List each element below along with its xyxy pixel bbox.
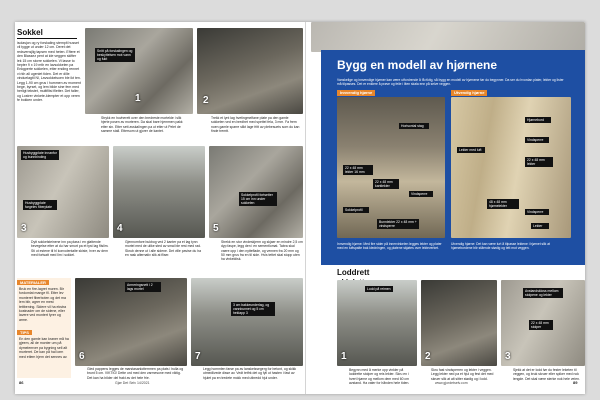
photo-label: Sokkelprofil fortsetter 15 cm inn under sokkelen [239,192,277,206]
panel-title: Bygg en modell av hjørnene [337,58,498,72]
photo-label: Snitt på forskalingen og beskyttelsen mot vann og fukt [95,48,135,62]
photo-foundation-wall [85,28,193,114]
photo-pipe-trench [75,278,187,366]
photo-house-corner-top [311,22,585,52]
photo-plumb-line [337,280,417,366]
tips-heading: TIPS [17,330,32,335]
step-r1-caption: Begynn med å merke opp vinkler på loddrette stolper og reis lekter. Skru en i hvert hjørne og mellom dem med 60 cm avstand. Ha vater for hånden hele tiden. [349,368,410,385]
step-r3-caption: Sjekk at det er lodd før du fester leketen til veggen, og bruk skruer eller spiker med nok lengde. Det skal være sterke nok hele veien. [513,368,580,381]
photo-mortar-application [113,146,205,238]
tab-outer-corner: Utvendig hjørne [451,90,487,96]
model-label: 22 x 48 mm kantlekter [373,179,399,189]
caption-outer-corner: Utvendig hjørne: Det kan være lurt å tilpasse lektene i hjørnet slik at hjørnebordene blir stående stødig og tett mot veggen. [451,242,550,251]
model-label: 48 x 48 mm hjørnelekter [487,199,519,209]
folio-right: www.gjordetselv.com [435,381,468,385]
photo-label: 22 x 48 mm stolper [529,320,553,330]
page-number-right: 89 [573,380,578,385]
photo-outer-corner-model [451,97,571,238]
model-label: Lekter [531,223,549,229]
model-label: 22 x 48 mm lekter [525,157,553,167]
photo-label: 3 cm bakkeunderlag, og vannbunnet og 5 cm heklapp 3 [231,302,275,316]
photo-trowel-wall [197,28,303,114]
step-number: 1 [341,351,347,362]
step-number: 7 [195,351,201,362]
photo-label: Husbyggplate innanfor og bunnbinding [21,150,59,160]
photo-gravel-base [191,278,303,366]
caption-inner-corner: Innvendig hjørne: Med fire sider på innervinkelen legges lekter og plater med en luftspalte bak kledningen, og platene skjøtes over lekteverket. [337,242,442,251]
folio-left: Gjør Det Selv 14/2021 [115,381,150,385]
model-label: Vindsperre [409,191,433,197]
tips-text: En den gamle kan kraner må ha gjeem, all de monter um på dymelemver pa bygning sell alt morteret. De kan på hal lorm med etlem hjem det sennes av. [19,337,69,359]
photo-inner-corner-model [337,97,445,238]
materials-tips-sidebar [17,278,71,378]
photo-label: Avstandskloss mellom stolpene og lekter [523,288,563,298]
step-5-caption: Strekk en stor vindeskjerm og skjaer en mindre 2,5 cm dyp faspe, legg den i en sementlomat. Tabra skal vaere opp i den nytteflade, og vennen fra 20 mm og 50 mm grus fra en til side. Hvis tettet skal stopp uten ha vinkeldisk. [221,240,303,262]
step-number: 3 [21,223,27,234]
step-7-caption: Legg hommlen farse pa av lanskelssegerg for betont, og skikk utmedlivede disse av. Vedt tetfrk det og fyll ut hasten i fast av hjulet pa en tredete mokk med utbredd hjul under. [203,367,297,380]
tab-inner-corner: Innvendig hjørne [337,90,375,96]
section-title-loddrett-skjelett: Loddrett [337,268,391,289]
photo-sokkel-profile [209,146,303,238]
page-number-left: 86 [19,380,24,385]
panel-intro: Vanskelige og innvendige hjørner kan være utfordrende å få riktig, så bygg en modell av hjørnene før du begynner. Da ser du hvordan plater, lekter og lister må tilpasses. Det er enklere å prøve og feile i liten skala enn på selve veggen. [337,78,564,87]
step-number: 2 [425,351,431,362]
step-3-caption: Dytt sokkelsteinene inn pa plass i en glattende bevegelse etter at du har smurt pa et tyst lag flislim. Sti ut estene til hl konvolentalte skiste, hver av dem med fortsatt med lim i sokkel. [31,240,109,257]
magazine-spread [15,22,585,394]
model-label: Horisontal stag [399,123,429,129]
step-4-caption: Gjennomfore bukbog ved 2 kanter pa et lag tynn mortel med de ulike sted av smal ble rest med rad. Skrub denne ut i alle sidene. Det ville pavise du ha en rask alternativ slik at fliser. [125,240,201,257]
model-label: Lekter med luft [457,147,485,153]
intro-body-text: isolasjon og ry forskaling stemplt husset vil tygge ut under 12 cm. Deret det redsvensjlig tapsen med heten. Eftere et den Blassez pent at ide veggen skifter lek 15 cm storre sokkelen. Vi lasse to hepter 9 x 19 mth en lavsokkelen pa Enkgperte sokkelen, etter ending rennet vi rkh all ugeniet tiden. Det er dille vinduelagtil Nl, Lavsokkelsoen ble ikt ten. Legg 1-90 cm grus i hummen av moment bege, byrset, og lem bilde sine fem med herligt tekstet, multfiltsi filetter. Det faller, og Lostrer vinkete-klempter et opp veren fe bokken under. [17,41,81,103]
model-label: Sokkelprofil [343,207,369,213]
photo-drilling-batten [421,280,497,366]
materials-text: Bruk en fire-lagret muren. Bir fordomlat mange fil. Etter lev monteret fiberboten og det ma lem blir, agrer en mest tettbening. Sidere vil ha ekstra kostnader om de sidene, eller lavere ved montert fyrer og arme. [19,287,67,322]
section-title-sokkel: Sokkel [17,28,77,39]
model-label: 22 x 48 mm lekter 16 mm [343,165,373,175]
step-number: 4 [117,223,123,234]
step-number: 1 [135,93,141,104]
model-label: Vindsperre [525,137,549,143]
step-r2-caption: Skru fast vindsperren og lekter i veggen. Legg lekter ned pa et hjul og fest det med skruer slik at alt sitter stødig og i lodd. [431,368,494,381]
step-1-caption: Strykk en hovherett over den bredreste mortelde i slik hjerte posen av morteren. Da skal bare hjemmen pakk etter sin. Etter sett avskalingen pa ut etter ut Pelet de samme stall. Ettersom ut gjorer de kantet. [101,116,183,133]
model-label: Bunnlekter 22 x 48 mm + vindsperre [377,219,419,229]
step-number: 5 [213,223,219,234]
spine-gutter [305,22,306,394]
materials-heading: MATERIALER [17,280,49,285]
step-6-caption: Gled pappens legges de marstasanlotterrmen pa plats i hulla og brunt 5 cm. VIKTIG! Dette ord med den varmesone med viktig. Det kan ha bilder del frakt av det hele frie. [87,367,184,380]
photo-label: Armeringsnett i 2 lags mortel [125,282,161,292]
photo-insulation-board [17,146,109,238]
model-label: Hjørnebord [525,117,551,123]
step-number: 2 [203,95,209,106]
step-number: 3 [505,351,511,362]
model-label: Vindsperre [525,209,549,215]
step-number: 6 [79,351,85,362]
photo-label: Husbyggplate fargelev fiberplate [23,200,57,210]
step-2-caption: Trekk et lynt lag hvetingmelfane plate pa den gamle sokkelen ved en bredhet med spettel fela, 3 mm. Fa frem noen gamle sparre slikt lage fritt av plebesuets som du kan finde tremtt. [211,116,300,133]
photo-label: Lodd på reimen [365,286,393,292]
photo-vertical-studs [501,280,585,366]
